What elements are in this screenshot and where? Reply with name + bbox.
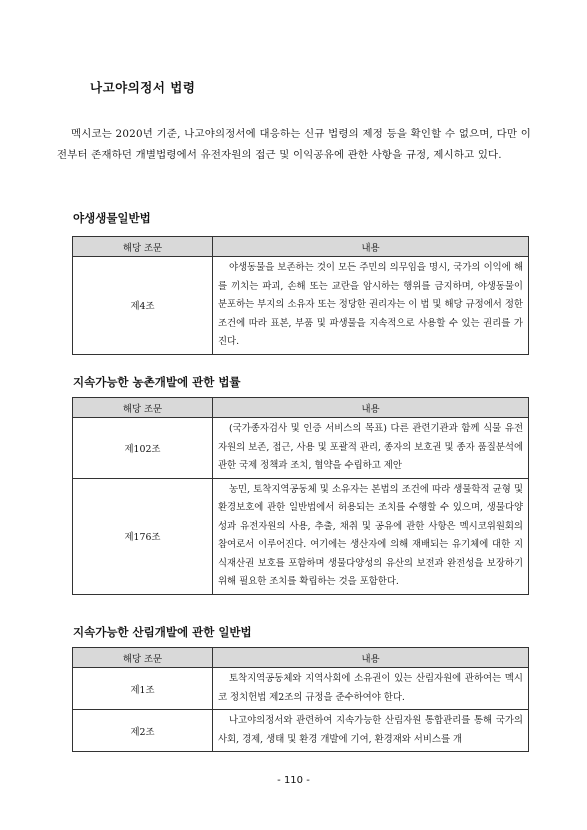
- article-cell: 제102조: [73, 418, 213, 479]
- header-article: 해당 조문: [73, 648, 213, 668]
- header-content: 내용: [213, 398, 529, 418]
- table-row: [73, 257, 529, 355]
- header-article: 해당 조문: [73, 398, 213, 418]
- table-header-row: [73, 648, 529, 668]
- rural-development-law-table: [72, 397, 529, 595]
- wildlife-law-table: [72, 236, 529, 355]
- content-cell: (국가종자검사 및 인증 서비스의 목표) 다른 관련기관과 함께 식물 유전자원의 보존, 접근, 사용 및 포괄적 관리, 종자의 보호권 및 종자 품질분석에 관한 국제 정책과 조치, 협약을 수립하고 제안: [213, 418, 529, 479]
- content-cell: 나고야의정서와 관련하여 지속가능한 산림자원 통합관리를 통해 국가의 사회, 경제, 생태 및 환경 개발에 기여, 환경재와 서비스를 개: [213, 710, 529, 752]
- content-cell: 농민, 토착지역공동체 및 소유자는 본법의 조건에 따라 생물학적 균형 및 환경보호에 관한 일반법에서 허용되는 조치를 수행할 수 있으며, 생물다양성과 유전자원의 사용, 추출, 채취 및 공유에 관한 사항은 멕시코위원회의 참여로서 이루어진다. 여기에는 생산자에 의해 재배되는 유기체에 대한 지식재산권 보호를 포함하며 생물다양성의 유산의 보전과 완전성을 보장하기 위해 필요한 조치를 확립하는 것을 포함한다.: [213, 478, 529, 594]
- article-cell: 제1조: [73, 668, 213, 710]
- forest-development-law-table: [72, 647, 529, 752]
- header-content: 내용: [213, 648, 529, 668]
- section-title-wildlife-law: 야생생물일반법: [73, 211, 151, 225]
- header-content: 내용: [213, 237, 529, 257]
- table-row: [73, 418, 529, 479]
- content-cell: 야생동물을 보존하는 것이 모든 주민의 의무임을 명시, 국가의 이익에 해를 끼치는 파괴, 손해 또는 교란을 암시하는 행위를 금지하며, 야생동물이 분포하는 부지의 소유자 또는 정당한 권리자는 이 법 및 해당 규정에서 정한 조건에 따라 표본, 부품 및 파생물을 지속적으로 사용할 수 있는 권리를 가진다.: [213, 257, 529, 355]
- header-article: 해당 조문: [73, 237, 213, 257]
- intro-paragraph: 멕시코는 2020년 기준, 나고야의정서에 대응하는 신규 법령의 제정 등을 확인할 수 없으며, 다만 이전부터 존재하던 개별법령에서 유전자원의 접근 및 이익공유에 관한 사항을 규정, 제시하고 있다.: [57, 128, 531, 161]
- page-number: - 110 -: [277, 775, 310, 786]
- section-title-rural-development-law: 지속가능한 농촌개발에 관한 법률: [73, 375, 241, 389]
- table-row: [73, 478, 529, 594]
- table-row: [73, 710, 529, 752]
- article-cell: 제4조: [73, 257, 213, 355]
- article-cell: 제176조: [73, 478, 213, 594]
- section-title-forest-development-law: 지속가능한 산림개발에 관한 일반법: [73, 625, 252, 639]
- page-title: 나고야의정서 법령: [90, 80, 196, 95]
- article-cell: 제2조: [73, 710, 213, 752]
- table-header-row: [73, 237, 529, 257]
- content-cell: 토착지역공동체와 지역사회에 소유권이 있는 산림자원에 관하여는 멕시코 정치헌법 제2조의 규정을 준수하여야 한다.: [213, 668, 529, 710]
- table-header-row: [73, 398, 529, 418]
- table-row: [73, 668, 529, 710]
